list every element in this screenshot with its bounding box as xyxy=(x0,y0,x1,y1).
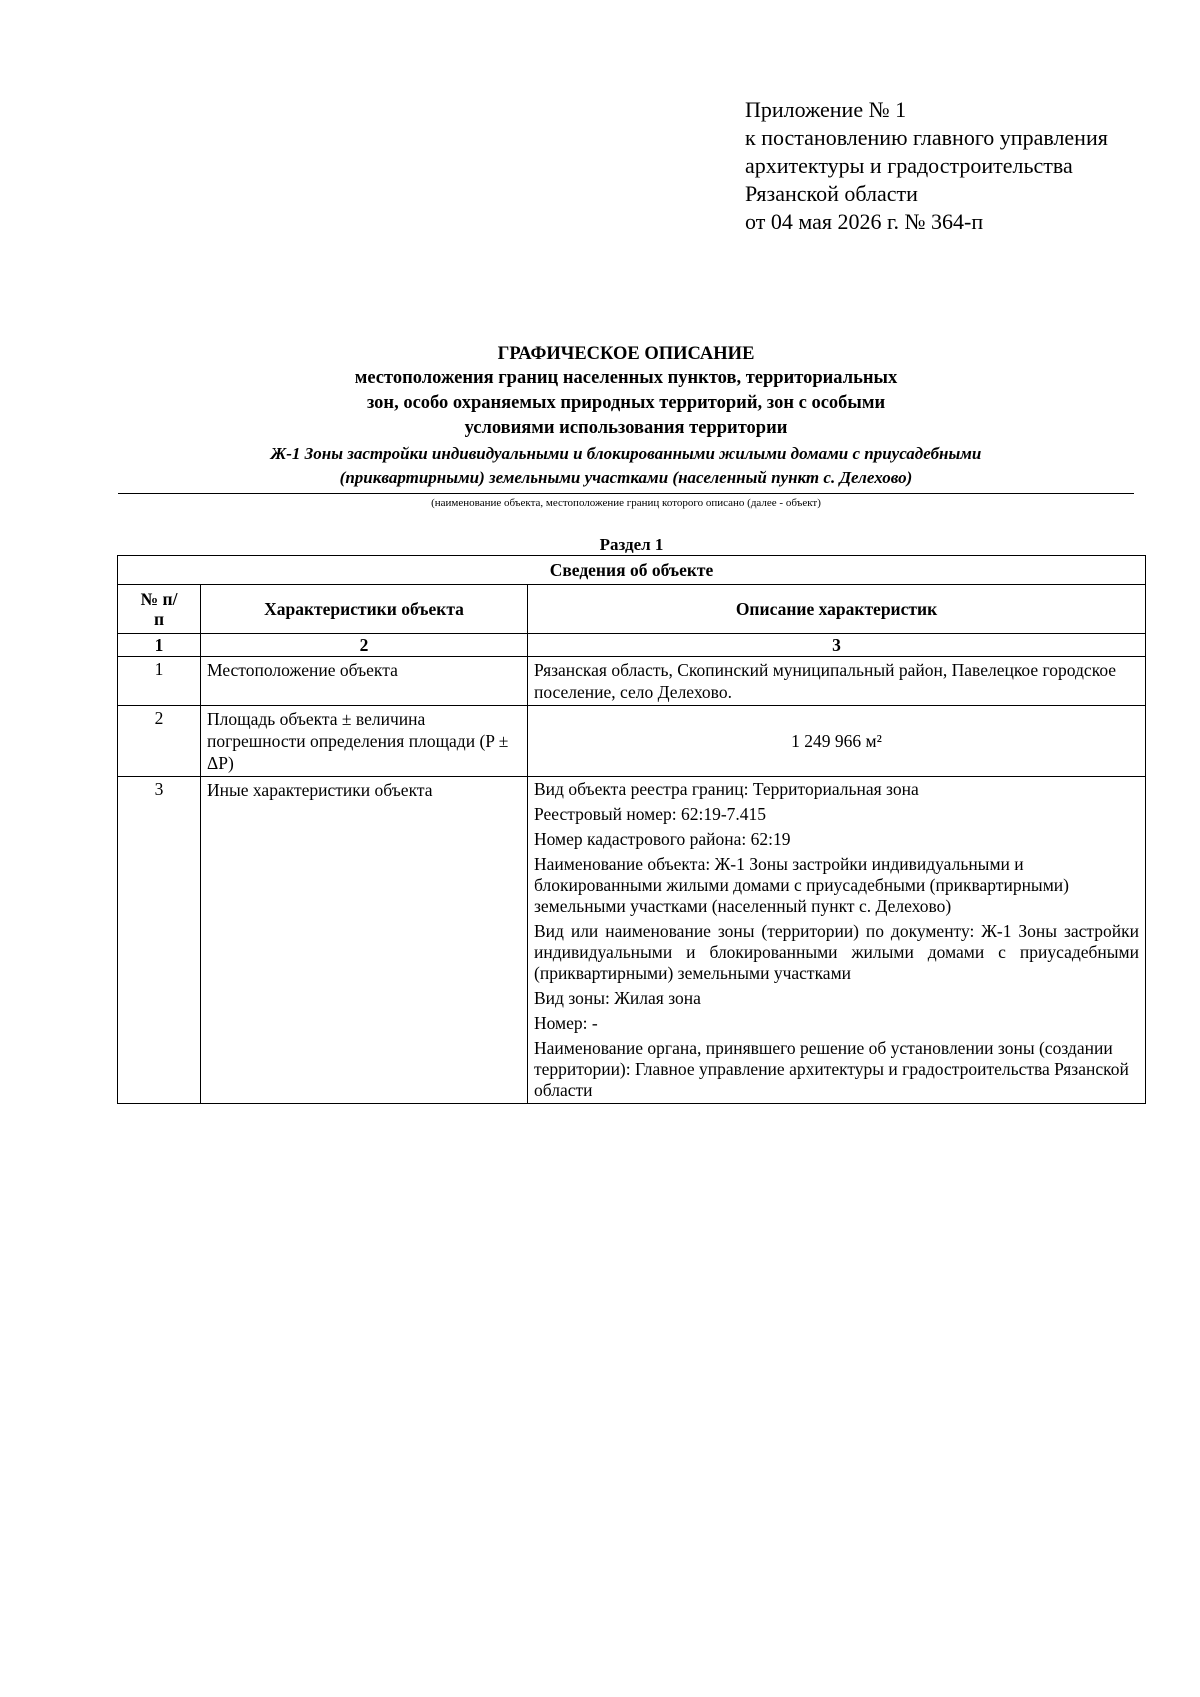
appendix-line: архитектуры и градостроительства xyxy=(745,153,1073,178)
table-caption-row xyxy=(118,556,1146,585)
object-name-line: (приквартирными) земельными участками (населенный пункт с. Делехово) xyxy=(339,468,913,487)
document-title-block xyxy=(118,342,1134,510)
column-index: 2 xyxy=(201,634,528,657)
column-index: 3 xyxy=(528,634,1146,657)
table-header-row xyxy=(118,585,1146,634)
row-number: 2 xyxy=(118,706,201,777)
description-item: Наименование органа, принявшего решение об установлении зоны (создании территории): Главное управление архитектуры и градостроительства Рязанской области xyxy=(534,1038,1129,1100)
appendix-note xyxy=(745,96,1108,236)
document-title: ГРАФИЧЕСКОЕ ОПИСАНИЕ xyxy=(497,344,755,364)
table-caption: Сведения об объекте xyxy=(118,556,1146,585)
header-num-label: № п/п xyxy=(140,589,178,629)
table-index-row xyxy=(118,634,1146,657)
row-characteristic: Площадь объекта ± величина погрешности определения площади (P ± ΔP) xyxy=(201,706,528,777)
object-info-table xyxy=(117,555,1146,1104)
document-subtitle-line: условиями использования территории xyxy=(464,418,788,438)
table-row xyxy=(118,706,1146,777)
row-description: Рязанская область, Скопинский муниципальный район, Павелецкое городское поселение, село Делехово. xyxy=(528,657,1146,706)
document-subtitle-line: местоположения границ населенных пунктов, территориальных xyxy=(354,368,898,388)
row-description: 1 249 966 м² xyxy=(528,706,1146,777)
section-label: Раздел 1 xyxy=(599,535,664,554)
header-characteristics: Характеристики объекта xyxy=(201,585,528,634)
object-name-underline xyxy=(118,493,1134,494)
row-characteristic: Иные характеристики объекта xyxy=(201,777,528,1104)
description-item: Наименование объекта: Ж-1 Зоны застройки индивидуальными и блокированными жилыми домами с приусадебными (приквартирными) земельными участками (населенный пункт с. Делехово) xyxy=(534,854,1069,916)
description-item: Вид объекта реестра границ: Территориальная зона xyxy=(534,779,919,799)
header-num xyxy=(118,585,201,634)
row-number: 3 xyxy=(118,777,201,1104)
object-name-line: Ж-1 Зоны застройки индивидуальными и блокированными жилыми домами с приусадебными xyxy=(270,444,982,463)
document-subtitle-line: зон, особо охраняемых природных территорий, зон с особыми xyxy=(366,393,886,413)
column-index: 1 xyxy=(118,634,201,657)
description-item: Вид или наименование зоны (территории) по документу: Ж-1 Зоны застройки индивидуальными и блокированными жилыми домами с приусадебными (приквартирными) земельными участками xyxy=(534,921,1139,983)
description-item: Номер: - xyxy=(534,1013,598,1033)
description-item: Реестровый номер: 62:19-7.415 xyxy=(534,804,767,824)
row-characteristic: Местоположение объекта xyxy=(201,657,528,706)
appendix-line: к постановлению главного управления xyxy=(745,125,1108,150)
description-item: Вид зоны: Жилая зона xyxy=(534,988,701,1008)
appendix-line: от 04 мая 2026 г. № 364-п xyxy=(745,209,984,234)
header-description: Описание характеристик xyxy=(528,585,1146,634)
table-row xyxy=(118,657,1146,706)
description-item: Номер кадастрового района: 62:19 xyxy=(534,829,791,849)
row-number: 1 xyxy=(118,657,201,706)
row-description xyxy=(528,777,1146,1104)
object-name-caption: (наименование объекта, местоположение границ которого описано (далее - объект) xyxy=(431,497,821,509)
table-row xyxy=(118,777,1146,1104)
appendix-line: Приложение № 1 xyxy=(745,97,907,122)
appendix-line: Рязанской области xyxy=(745,181,918,206)
